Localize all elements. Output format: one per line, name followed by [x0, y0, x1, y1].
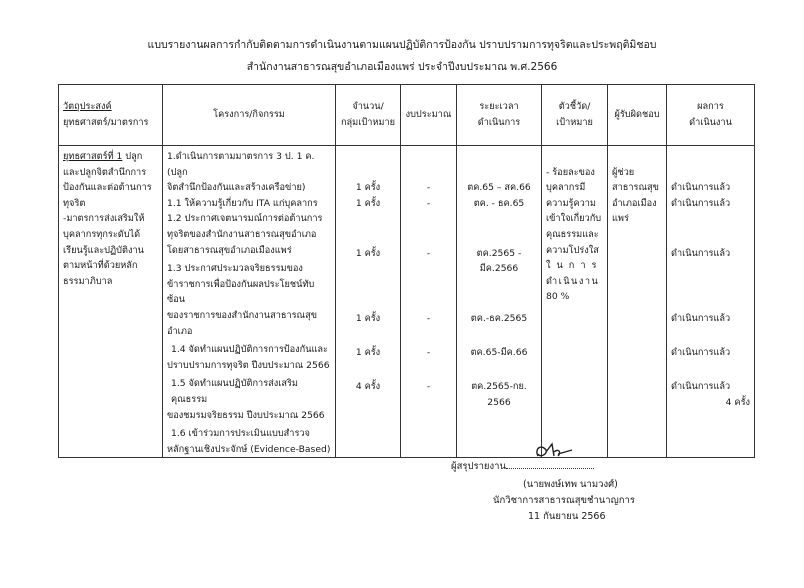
indicator-line: ในการ [546, 260, 603, 272]
col-header-result [667, 85, 755, 146]
result-value: ดำเนินการแล้ว [671, 347, 731, 359]
indicator-line: ดำเนินงาน [546, 275, 600, 287]
project-line: ข้าราชการเพื่อป้องกันผลประโยชน์ทับซ้อน [167, 278, 315, 306]
strategy-cell [59, 146, 163, 458]
reporter-position: นักวิชาการสาธารณสุขชำนาญการ [493, 495, 635, 506]
target-value: 1 ครั้ง [355, 247, 381, 259]
result-label-2: ดำเนินงาน [689, 117, 732, 128]
reporter-label: ผู้สรุปรายงาน [451, 461, 506, 472]
budget-value: - [426, 197, 431, 209]
project-line: 1.3 ประกาศประมวลจริยธรรมของ [167, 263, 303, 275]
budget-value: - [426, 312, 431, 324]
project-line: 1.1 ให้ความรู้เกี่ยวกับ ITA แก่บุคลากร [167, 197, 318, 209]
report-date: 11 กันยายน 2566 [528, 511, 606, 522]
project-line: 1.5 จัดทำแผนปฏิบัติการส่งเสริมคุณธรรม [171, 378, 298, 405]
period-label: ระยะเวลา [479, 101, 519, 113]
report-subtitle: สำนักงานสาธารณสุขอำเภอเมืองแพร่ ประจำปีงบประมาณ พ.ศ.2566 [246, 61, 558, 73]
budget-value: - [426, 182, 431, 194]
strategy-text: และปลูกจิตสำนึกการ [63, 166, 147, 178]
project-line: 1.2 ประกาศเจตนารมณ์การต่อต้านการ [167, 213, 323, 225]
col-header-target [336, 85, 401, 146]
period-value: ตค. - ธค.65 [473, 197, 525, 209]
col-header-indicator [542, 85, 608, 146]
strategy-text: ป้องกันและต่อต้านการ [63, 182, 152, 194]
indicator-line: ความรู้ความ [546, 197, 596, 209]
project-line: โดยสาธารณสุขอำเภอเมืองแพร่ [167, 244, 292, 256]
objective-label: วัตถุประสงค์ [63, 101, 112, 113]
target-value: 1 ครั้ง [355, 182, 381, 194]
report-title: แบบรายงานผลการกำกับติดตามการดำเนินงานตามแผนปฏิบัติการป้องกัน ปราบปรามการทุจริตและประพฤติมิชอบ [147, 39, 657, 51]
result-value: ดำเนินการแล้ว [671, 381, 731, 393]
budget-cell [401, 146, 457, 458]
period-value: ตค.65 – สค.66 [467, 182, 531, 194]
project-line: ปราบปรามการทุจริต ปีงบประมาณ 2566 [167, 359, 330, 371]
indicator-line: เข้าใจเกี่ยวกับ [546, 213, 602, 225]
measure-text: -มาตรการส่งเสริมให้ [63, 213, 145, 225]
col-header-strategy [59, 85, 163, 146]
indicator-line: - ร้อยละของ [546, 166, 595, 178]
indicator-label: ตัวชี้วัด/ [558, 101, 591, 113]
measure-text: ตามหน้าที่ด้วยหลัก [63, 260, 138, 272]
target-cell [336, 146, 401, 458]
strategy-number: ยุทธศาสตร์ที่ 1 [63, 151, 123, 162]
project-line: ทุจริตของสำนักงานสาธารณสุขอำเภอ [167, 228, 317, 240]
measure-text: เรียนรู้และปฏิบัติงาน [63, 244, 144, 256]
responsible-line: แพร่ [612, 213, 629, 225]
table-row [59, 146, 755, 458]
result-value: ดำเนินการแล้ว [671, 247, 731, 259]
project-line: จิตสำนึกป้องกันและสร้างเครือข่าย) [167, 182, 306, 194]
plan-table [58, 84, 755, 458]
result-value: ดำเนินการแล้ว [671, 312, 731, 324]
period-value: ตค.2565 - [476, 247, 522, 259]
responsible-label: ผู้รับผิดชอบ [614, 109, 660, 121]
target-value: 1 ครั้ง [355, 347, 381, 359]
budget-value: - [426, 347, 431, 359]
project-line: 1.6 เข้าร่วมการประเมินแบบสำรวจ [171, 428, 310, 440]
budget-value: - [426, 247, 431, 259]
responsible-line: อำเภอเมือง [612, 197, 657, 209]
period-label-2: ดำเนินการ [477, 117, 521, 128]
budget-value: - [426, 381, 431, 393]
strategy-text: ปลูก [122, 151, 143, 162]
strategy-text: ทุจริต [63, 197, 86, 209]
result-value: ดำเนินการแล้ว [671, 182, 731, 194]
indicator-line: ความโปร่งใส [546, 244, 599, 256]
budget-label: งบประมาณ [405, 109, 452, 121]
indicator-line: บุคลากรมี [546, 182, 586, 194]
responsible-cell [608, 146, 667, 458]
indicator-label-2: เป้าหมาย [556, 117, 593, 128]
table-header-row [59, 85, 755, 146]
responsible-line: สาธารณสุข [612, 182, 659, 194]
col-header-project [163, 85, 336, 146]
col-header-responsible [608, 85, 667, 146]
target-value: 1 ครั้ง [355, 312, 381, 324]
result-cell [667, 146, 755, 458]
col-header-period [457, 85, 542, 146]
result-label: ผลการ [697, 101, 724, 113]
indicator-cell [542, 146, 608, 458]
col-header-budget [401, 85, 457, 146]
period-cell [457, 146, 542, 458]
period-value: ตค.-ธค.2565 [470, 312, 528, 324]
target-label-2: กลุ่มเป้าหมาย [340, 117, 396, 128]
period-value: 2566 [487, 396, 511, 408]
target-value: 1 ครั้ง [355, 197, 381, 209]
project-line: อำเภอ [167, 325, 193, 337]
result-value: 4 ครั้ง [725, 396, 750, 408]
project-label: โครงการ/กิจกรรม [213, 109, 285, 121]
indicator-line: 80 % [546, 291, 570, 303]
target-label: จำนวน/ [352, 101, 384, 113]
measure-text: บุคลากรทุกระดับได้ [63, 228, 141, 240]
measure-text: ธรรมาภิบาล [63, 275, 113, 287]
project-line: หลักฐานเชิงประจักษ์ (Evidence-Based) [167, 443, 331, 455]
period-value: ตค.2565-กย. [471, 381, 527, 393]
reporter-line [451, 458, 594, 474]
target-value: 4 ครั้ง [355, 381, 381, 393]
reporter-name: (นายพงษ์เทพ นามวงศ์) [523, 479, 618, 490]
result-value: ดำเนินการแล้ว [671, 197, 731, 209]
signature-dotted-line [506, 458, 594, 469]
strategy-label: ยุทธศาสตร์/มาตรการ [63, 117, 149, 128]
period-value: มีค.2566 [479, 263, 519, 275]
project-line: 1.ดำเนินการตามมาตรการ 3 ป. 1 ค. (ปลูก [167, 151, 315, 178]
project-line: ของชมรมจริยธรรม ปีงบประมาณ 2566 [167, 409, 325, 421]
period-value: ตค.65-มีค.66 [470, 347, 528, 359]
responsible-line: ผู้ช่วย [612, 166, 635, 178]
project-cell [163, 146, 336, 458]
project-line: ของราชการของสำนักงานสาธารณสุข [167, 309, 317, 321]
project-line: 1.4 จัดทำแผนปฏิบัติการการป้องกันและ [171, 344, 328, 356]
indicator-line: คุณธรรมและ [546, 228, 599, 240]
